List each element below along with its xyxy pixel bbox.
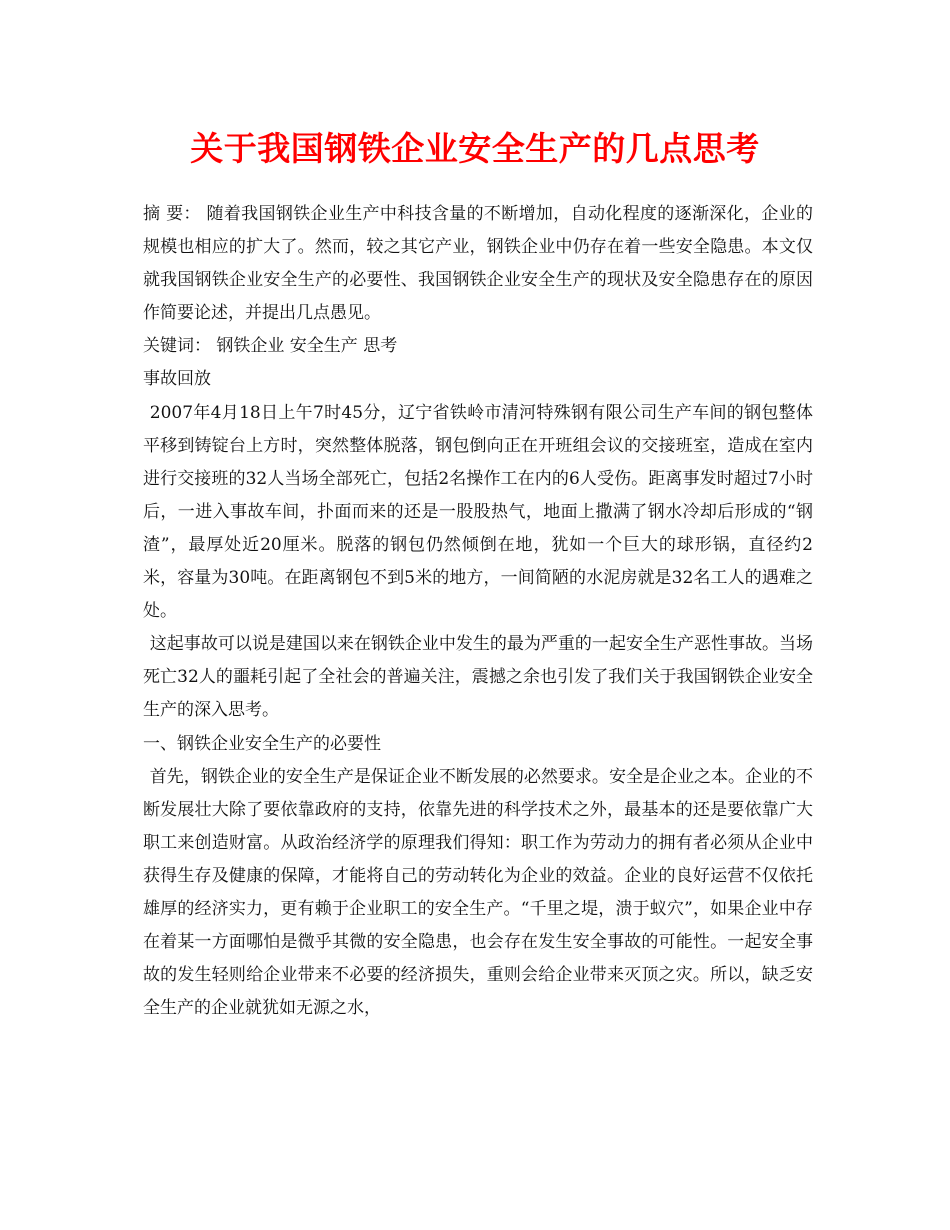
paragraph-section-1: 首先，钢铁企业的安全生产是保证企业不断发展的必然要求。安全是企业之本。企业的不断发展壮大除了要依靠政府的支持，依靠先进的科学技术之外，最基本的还是要依靠广大职工来创造财富。从政治经济学的原理我们得知：职工作为劳动力的拥有者必须从企业中获得生存及健康的保障，才能将自己的劳动转化为企业的效益。企业的良好运营不仅依托雄厚的经济实力，更有赖于企业职工的安全生产。“千里之堤，溃于蚁穴”，如果企业中存在着某一方面哪怕是微乎其微的安全隐患，也会存在发生安全事故的可能性。一起安全事故的发生轻则给企业带来不必要的经济损失，重则会给企业带来灭顶之灾。所以，缺乏安全生产的企业就犹如无源之水， (143, 766, 813, 1019)
document-body (143, 198, 813, 1025)
keywords-text: 钢铁企业 安全生产 思考 (211, 336, 398, 357)
section-heading-accident: 事故回放 (143, 369, 211, 390)
abstract-text: 随着我国钢铁企业生产中科技含量的不断增加，自动化程度的逐渐深化，企业的规模也相应的扩大了。然而，较之其它产业，钢铁企业中仍存在着一些安全隐患。本文仅就我国钢铁企业安全生产的必要性、我国钢铁企业安全生产的现状及安全隐患存在的原因作简要论述，并提出几点愚见。 (143, 204, 814, 324)
document-title: 关于我国钢铁企业安全生产的几点思考 (190, 129, 760, 168)
paragraph-accident-1: 2007年4月18日上午7时45分，辽宁省铁岭市清河特殊钢有限公司生产车间的钢包整体平移到铸锭台上方时，突然整体脱落，钢包倒向正在开班组会议的交接班室，造成在室内进行交接班的32人当场全部死亡，包括2名操作工在内的6人受伤。距离事发时超过7小时后，一进入事故车间，扑面而来的还是一股股热气，地面上撒满了钢水冷却后形成的“钢渣”，最厚处近20厘米。脱落的钢包仍然倾倒在地，犹如一个巨大的球形锅，直径约2米，容量为30吨。在距离钢包不到5米的地方，一间简陋的水泥房就是32名工人的遇难之处。 (143, 402, 813, 622)
keywords-line (143, 330, 813, 363)
abstract-label: 摘 要： (143, 204, 201, 224)
section-heading-1: 一、钢铁企业安全生产的必要性 (143, 733, 381, 754)
abstract-paragraph (143, 198, 813, 330)
paragraph-accident-2: 这起事故可以说是建国以来在钢铁企业中发生的最为严重的一起安全生产恶性事故。当场死亡32人的噩耗引起了全社会的普遍关注，震撼之余也引发了我们关于我国钢铁企业安全生产的深入思考。 (143, 634, 813, 721)
keywords-label: 关键词： (143, 336, 211, 357)
